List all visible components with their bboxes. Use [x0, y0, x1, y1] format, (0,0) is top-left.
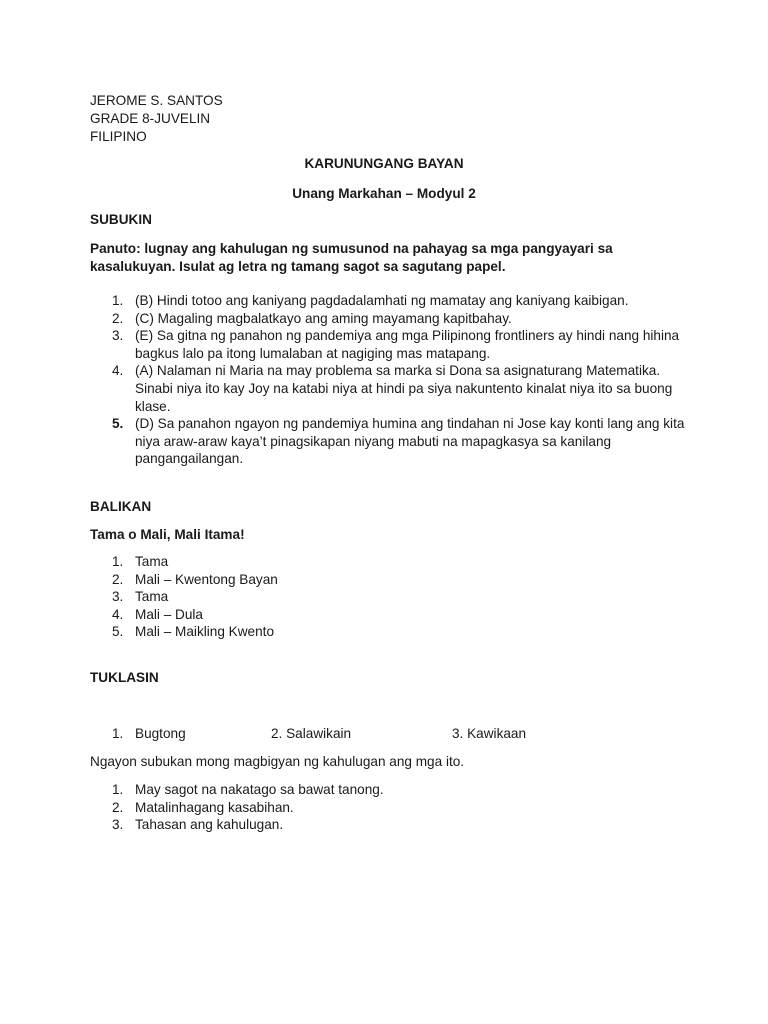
- list-item-number: 1.: [112, 782, 124, 797]
- list-item: [90, 553, 690, 571]
- list-item: [90, 310, 690, 328]
- tuklasin-row-number: 1.: [112, 726, 124, 741]
- balikan-subheading: Tama o Mali, Mali Itama!: [90, 527, 245, 542]
- list-item: [90, 623, 690, 641]
- list-item-text: Tama: [135, 589, 169, 605]
- list-item-number: 2.: [112, 310, 124, 326]
- tuklasin-heading: TUKLASIN: [90, 670, 159, 685]
- list-item-number: 3.: [112, 817, 124, 833]
- subukin-instruction-line-2: kasalukuyan. Isulat ag letra ng tamang sagot sa sagutang papel.: [90, 259, 506, 274]
- list-item-text: (B) Hindi totoo ang kaniyang pagdadalamhati ng mamatay ang kaniyang kaibigan.: [135, 293, 629, 308]
- student-grade: GRADE 8-JUVELIN: [90, 111, 211, 126]
- document-title: KARUNUNGANG BAYAN: [304, 156, 464, 171]
- list-item-text: Matalinhagang kasabihan.: [135, 799, 294, 815]
- list-item-number: 3.: [112, 589, 124, 605]
- tuklasin-item-salawikain: 2. Salawikain: [271, 726, 352, 741]
- list-item: [90, 588, 690, 606]
- list-item-number: 1.: [112, 293, 124, 308]
- list-item: [90, 292, 690, 310]
- list-item: [90, 781, 690, 799]
- tuklasin-item-kawikaan: 3. Kawikaan: [452, 726, 527, 741]
- document-subtitle: Unang Markahan – Modyul 2: [292, 186, 476, 201]
- list-item-number: 4.: [112, 363, 124, 379]
- balikan-heading: BALIKAN: [90, 499, 152, 514]
- subukin-heading: SUBUKIN: [90, 212, 152, 227]
- list-item-text: (D) Sa panahon ngayon ng pandemiya humina ang tindahan ni Jose kay konti lang ang kita niya araw-araw kaya’t pinagsikapan niyang mabuti na mapagkasya sa kanilang pangangailangan.: [135, 416, 685, 467]
- list-item-number: 2.: [112, 571, 124, 587]
- list-item: [90, 362, 690, 415]
- list-item-text: May sagot na nakatago sa bawat tanong.: [135, 782, 384, 797]
- list-item-number: 5.: [112, 416, 124, 432]
- list-item-text: Mali – Dula: [135, 606, 203, 622]
- list-item-text: Tama: [135, 554, 169, 569]
- list-item-number: 1.: [112, 554, 124, 569]
- list-item-number: 3.: [112, 328, 124, 344]
- list-item-text: Tahasan ang kahulugan.: [135, 817, 284, 833]
- list-item-text: (E) Sa gitna ng panahon ng pandemiya ang mga Pilipinong frontliners ay hindi nang hihina bagkus lalo pa itong lumalaban at nagiging mas matapang.: [135, 328, 680, 361]
- list-item-number: 2.: [112, 799, 124, 815]
- list-item-text: (A) Nalaman ni Maria na may problema sa marka si Dona sa asignaturang Matematika. Sinabi niya ito kay Joy na katabi niya at hindi pa siya nakuntento kinalat niya ito sa buong klase.: [135, 363, 673, 414]
- list-item-text: Mali – Kwentong Bayan: [135, 571, 278, 587]
- list-item: [90, 816, 690, 834]
- tuklasin-list: [90, 781, 690, 834]
- list-item: [90, 606, 690, 624]
- list-item-text: Mali – Maikling Kwento: [135, 624, 275, 640]
- list-item: [90, 799, 690, 817]
- list-item: [90, 571, 690, 589]
- student-name: JEROME S. SANTOS: [90, 93, 223, 108]
- list-item: [90, 327, 690, 362]
- list-item-number: 4.: [112, 606, 124, 622]
- list-item: [90, 415, 690, 468]
- balikan-list: [90, 553, 690, 641]
- tuklasin-prompt: Ngayon subukan mong magbigyan ng kahulugan ang mga ito.: [90, 754, 465, 769]
- subject-name: FILIPINO: [90, 129, 147, 144]
- list-item-number: 5.: [112, 624, 124, 640]
- list-item-text: (C) Magaling magbalatkayo ang aming mayamang kapitbahay.: [135, 310, 512, 326]
- subukin-instruction-line-1: Panuto: lugnay ang kahulugan ng sumusunod na pahayag sa mga pangyayari sa: [90, 241, 613, 256]
- subukin-list: [90, 292, 690, 468]
- tuklasin-item-bugtong: Bugtong: [135, 726, 186, 741]
